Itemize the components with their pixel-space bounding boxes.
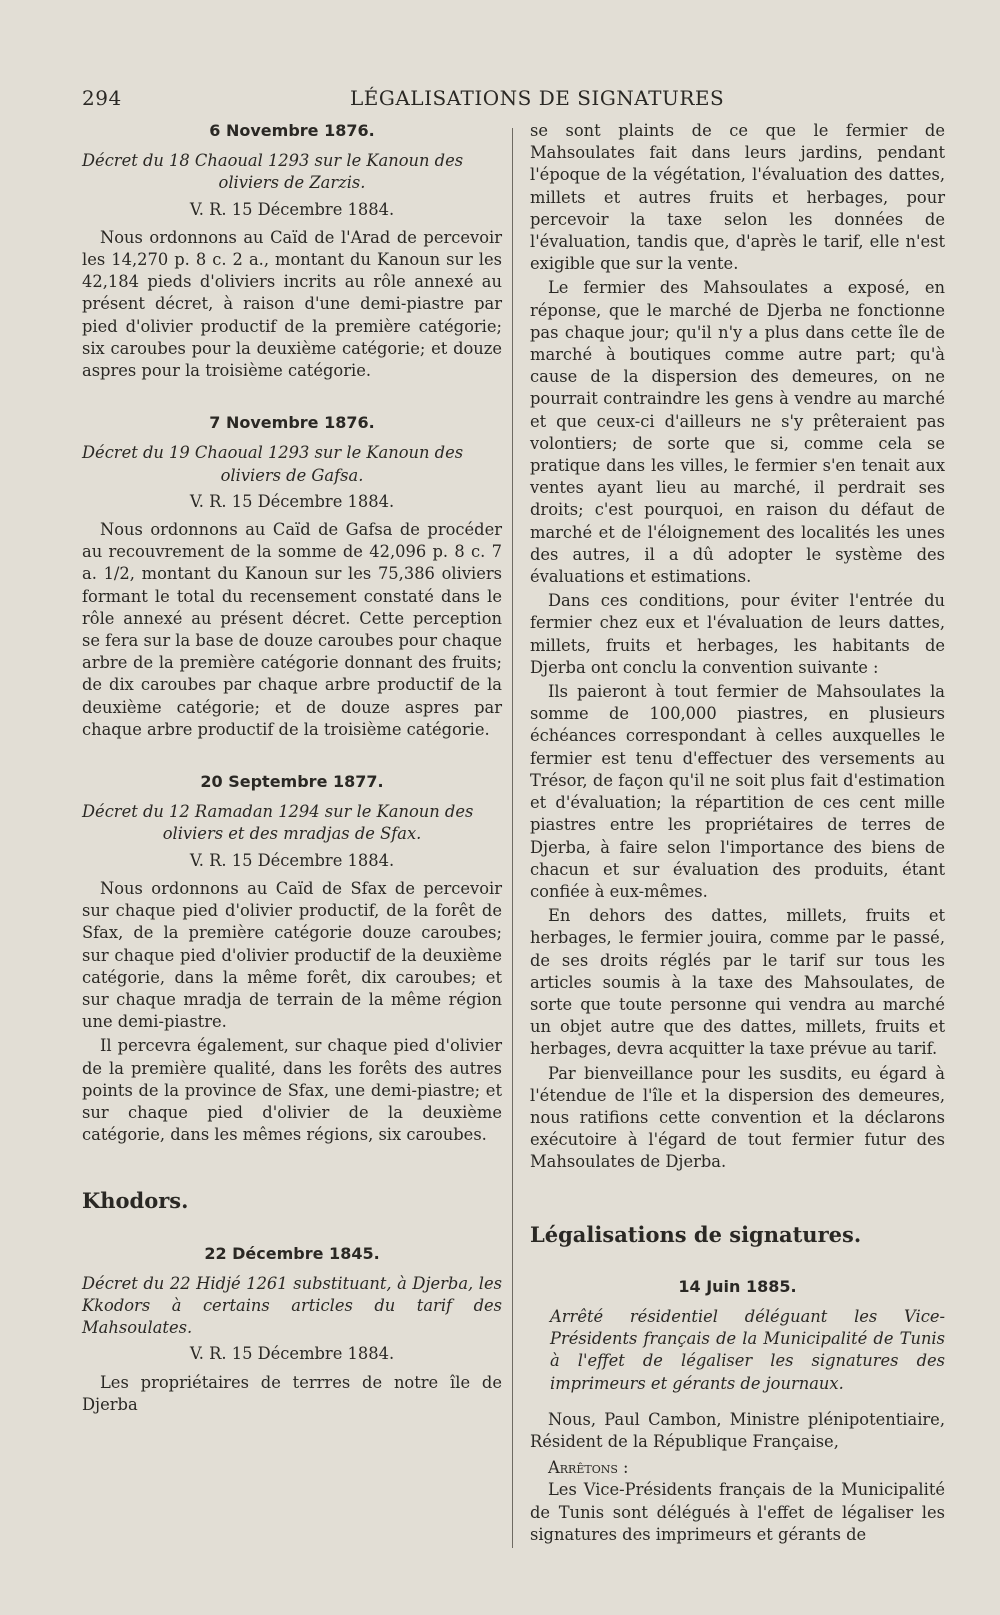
decret-paragraph: Nous ordonnons au Caïd de Gafsa de procéder au recouvrement de la somme de 42,096 p. 8 c. 7 a. 1/2, montant du Kanoun sur les 75,386 oliviers formant le total du recensement constaté dans le rôle annexé au présent décret. Cette perception se fera sur la base de douze caroubes pour chaque arbre de la première catégorie donnant des fruits; de dix caroubes par chaque arbre productif de la deuxième catégorie; et de douze aspres par chaque arbre productif de la troisième catégorie. — [82, 520, 503, 739]
body-paragraph: En dehors des dattes, millets, fruits et herbages, le fermier jouira, comme par le passé, de ses droits réglés par le tarif sur tous les articles soumis à la taxe des Mahsoulates, de sorte que toute personne qui vendra au marché un objet autre que des dattes, millets, fruits et herbages, devra acquitter la taxe prévue au tarif. — [530, 906, 945, 1059]
arretons-label: Arrêtons : — [548, 1458, 629, 1478]
vr-date: V. R. 15 Décembre 1884. — [189, 491, 395, 511]
vr-date: V. R. 15 Décembre 1884. — [189, 199, 395, 219]
body-paragraph: Nous, Paul Cambon, Ministre plénipotentiaire, Résident de la République Française, — [530, 1409, 945, 1451]
right-column — [530, 120, 945, 1546]
section-heading-legalisations: Légalisations de signatures. — [530, 1221, 862, 1247]
left-column — [82, 120, 502, 1416]
body-paragraph: Par bienveillance pour les susdits, eu égard à l'étendue de l'île et la dispersion des demeures, nous ratifions cette convention et la déclarons exécutoire à l'égard de tout fermier futur des Mahsoulates de Djerba. — [530, 1063, 945, 1172]
body-paragraph: Dans ces conditions, pour éviter l'entrée du fermier chez eux et l'évaluation de leurs dattes, millets, fruits et herbages, les habitants de Djerba ont conclu la convention suivante : — [530, 591, 945, 677]
decret-title-line1: Décret du 12 Ramadan 1294 sur le Kanoun des — [82, 802, 474, 822]
decret-title-line2: oliviers de Zarzis. — [218, 173, 366, 193]
entry-date: 6 Novembre 1876. — [209, 121, 375, 140]
column-divider — [512, 128, 513, 1548]
body-paragraph: Le fermier des Mahsoulates a exposé, en réponse, que le marché de Djerba ne fonctionne pas chaque jour; qu'il n'y a plus dans cette île de marché à boutiques comme autre part; qu'à cause de la dispersion des demeures, on ne pourrait contraindre les gens à vendre au marché et que ceux-ci d'ailleurs ne s'y prêteraient pas volontiers; de sorte que si, comme cela se pratique dans les villes, le fermier s'en tenait aux ventes ayant lieu au marché, il perdrait ses droits; c'est pourquoi, en raison du défaut de marché et de l'éloignement des localités les unes des autres, il a dû adopter le système des évaluations et estimations. — [530, 278, 945, 587]
decret-title-line1: Décret du 18 Chaoual 1293 sur le Kanoun des — [82, 151, 464, 171]
vr-date: V. R. 15 Décembre 1884. — [189, 1344, 395, 1364]
decret-paragraph: Les propriétaires de terrres de notre île de Djerba — [82, 1372, 502, 1414]
decret-title-line2: oliviers de Gafsa. — [220, 465, 364, 485]
decret-title — [82, 150, 502, 194]
continuation-paragraph: se sont plaints de ce que le fermier de Mahsoulates fait dans leurs jardins, pendant l'époque de la végétation, l'évaluation des dattes, millets et autres fruits et herbages, pour percevoir la taxe selon les données de l'évaluation, tandis que, d'après le tarif, elle n'est exigible que sur la vente. — [530, 121, 945, 274]
decret-title-line1: Décret du 19 Chaoual 1293 sur le Kanoun des — [82, 443, 464, 463]
entry-date: 7 Novembre 1876. — [209, 413, 375, 433]
decret-title: Décret du 22 Hidjé 1261 substituant, à Djerba, les Kkodors à certains articles du tarif des Mahsoulates. — [82, 1273, 502, 1338]
decret-title-line2: oliviers et des mradjas de Sfax. — [162, 824, 422, 844]
body-paragraph: Ils paieront à tout fermier de Mahsoulates la somme de 100,000 piastres, en plusieurs échéances correspondant à celles auxquelles le fermier est tenu d'effectuer des versements au Trésor, de façon qu'il ne soit plus fait d'estimation et d'évaluation; la répartition de ces cent mille piastres entre les propriétaires de terres de Djerba, à faire selon l'importance des biens de chacun et sur évaluation des produits, étant confiée à eux-mêmes. — [530, 682, 945, 901]
entry-date: 14 Juin 1885. — [678, 1276, 797, 1296]
decret-paragraph: Nous ordonnons au Caïd de l'Arad de percevoir les 14,270 p. 8 c. 2 a., montant du Kanoun sur les 42,184 pieds d'oliviers incrits au rôle annexé au présent décret, à raison d'une demi-piastre par pied d'olivier productif de la première catégorie; six caroubes pour la deuxième catégorie; et douze aspres pour la troisième catégorie. — [82, 227, 502, 381]
body-paragraph: Les Vice-Présidents français de la Municipalité de Tunis sont délégués à l'effet de légaliser les signatures des imprimeurs et gérants de — [530, 1480, 945, 1544]
entry-date: 22 Décembre 1845. — [204, 1243, 380, 1263]
entry-date: 20 Septembre 1877. — [200, 772, 384, 792]
decret-paragraph: Nous ordonnons au Caïd de Sfax de percevoir sur chaque pied d'olivier productif, de la forêt de Sfax, de la première catégorie douze caroubes; sur chaque pied d'olivier productif de la deuxième catégorie, dans la même forêt, dix caroubes; et sur chaque mradja de terrain de la même région une demi-piastre. — [82, 878, 502, 1032]
page-number: 294 — [82, 86, 122, 110]
vr-date: V. R. 15 Décembre 1884. — [189, 850, 395, 870]
section-heading-khodors: Khodors. — [82, 1188, 189, 1214]
decret-paragraph: Il percevra également, sur chaque pied d'olivier de la première qualité, dans les forêts des autres points de la province de Sfax, une demi-piastre; et sur chaque pied d'olivier de la deuxième catégorie, dans les mêmes régions, six caroubes. — [82, 1036, 502, 1145]
decret-title — [82, 801, 502, 845]
arrete-title: Arrêté résidentiel déléguant les Vice-Présidents français de la Municipalité de Tunis à l'effet de légaliser les signatures des imprimeurs et gérants de journaux. — [550, 1306, 945, 1393]
running-title: LÉGALISATIONS DE SIGNATURES — [350, 86, 725, 110]
decret-title — [82, 442, 502, 486]
page-header — [82, 86, 940, 114]
